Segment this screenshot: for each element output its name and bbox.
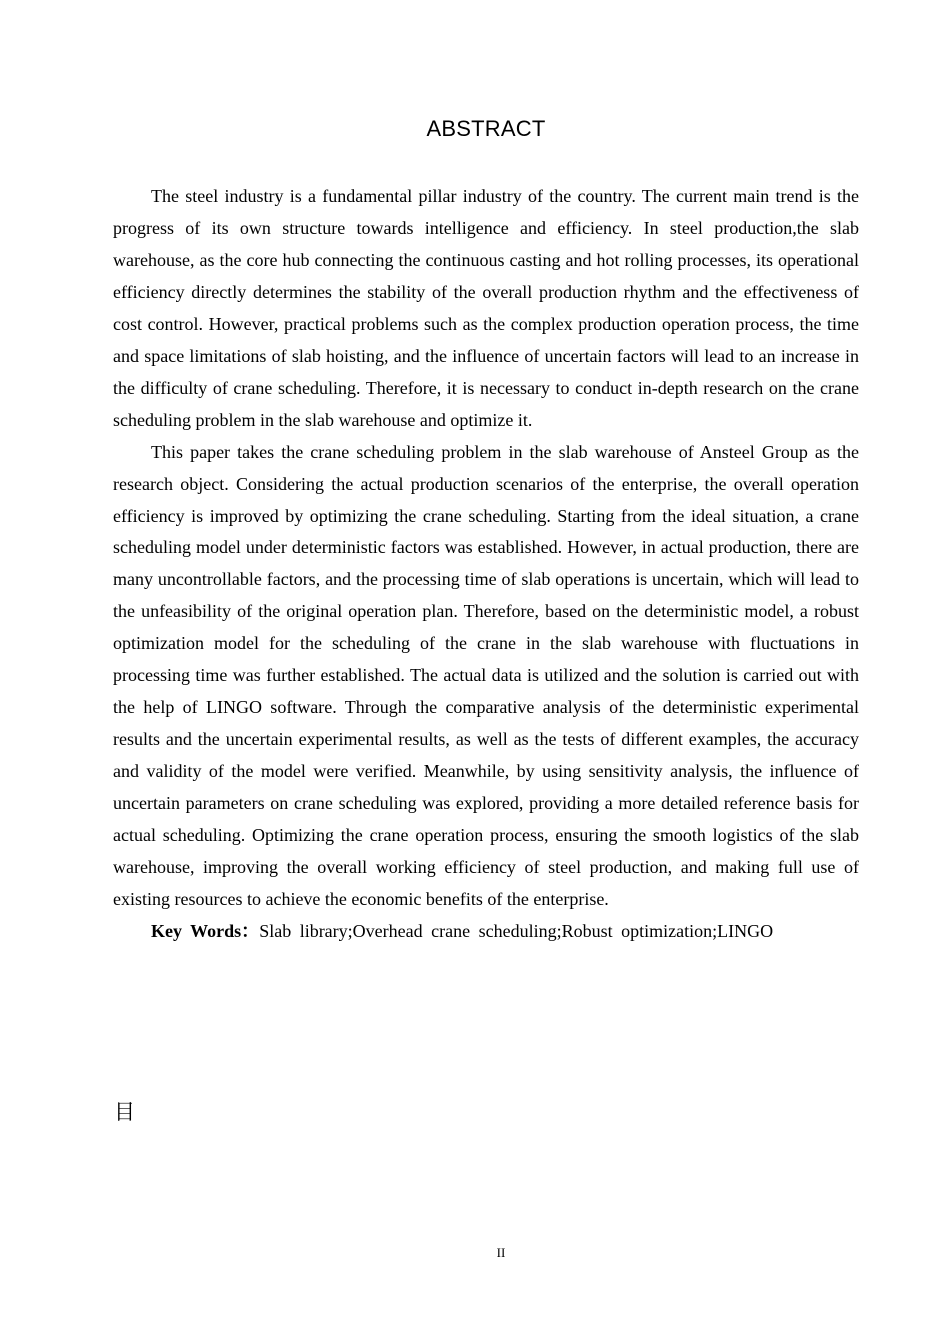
keywords-text: Slab library;Overhead crane scheduling;Robust optimization;LINGO <box>259 920 774 941</box>
abstract-paragraph-2: This paper takes the crane scheduling problem in the slab warehouse of Ansteel Group as the research object. Considering the actual production scenarios of the enterprise, the overall operation efficiency is improved by optimizing the crane scheduling. Starting from the ideal situation, a crane scheduling model under deterministic factors was established. However, in actual production, there are many uncontrollable factors, and the processing time of slab operations is uncertain, which will lead to the unfeasibility of the original operation plan. Therefore, based on the deterministic model, a robust optimization model for the scheduling of the crane in the slab warehouse with fluctuations in processing time was further established. The actual data is utilized and the solution is carried out with the help of LINGO software. Through the comparative analysis of the deterministic experimental results and the uncertain experimental results, as well as the tests of different examples, the accuracy and validity of the model were verified. Meanwhile, by using sensitivity analysis, the influence of uncertain parameters on crane scheduling was explored, providing a more detailed reference basis for actual scheduling. Optimizing the crane operation process, ensuring the smooth logistics of the slab warehouse, improving the overall working efficiency of steel production, and making full use of existing resources to achieve the economic benefits of the enterprise. <box>113 441 859 909</box>
toc-heading-fragment: 目 <box>114 1100 135 1124</box>
abstract-body <box>113 181 859 948</box>
page-number: II <box>496 1245 506 1260</box>
keywords-line <box>113 916 859 948</box>
abstract-paragraph-1: The steel industry is a fundamental pillar industry of the country. The current main trend is the progress of its own structure towards intelligence and efficiency. In steel production,the slab warehouse, as the core hub connecting the continuous casting and hot rolling processes, its operational efficiency directly determines the stability of the overall production rhythm and the effectiveness of cost control. However, practical problems such as the complex production operation process, the time and space limitations of slab hoisting, and the influence of uncertain factors will lead to an increase in the difficulty of crane scheduling. Therefore, it is necessary to conduct in-depth research on the crane scheduling problem in the slab warehouse and optimize it. <box>113 186 859 430</box>
keywords-label: Key Words： <box>151 920 260 941</box>
abstract-title: ABSTRACT <box>426 116 546 141</box>
